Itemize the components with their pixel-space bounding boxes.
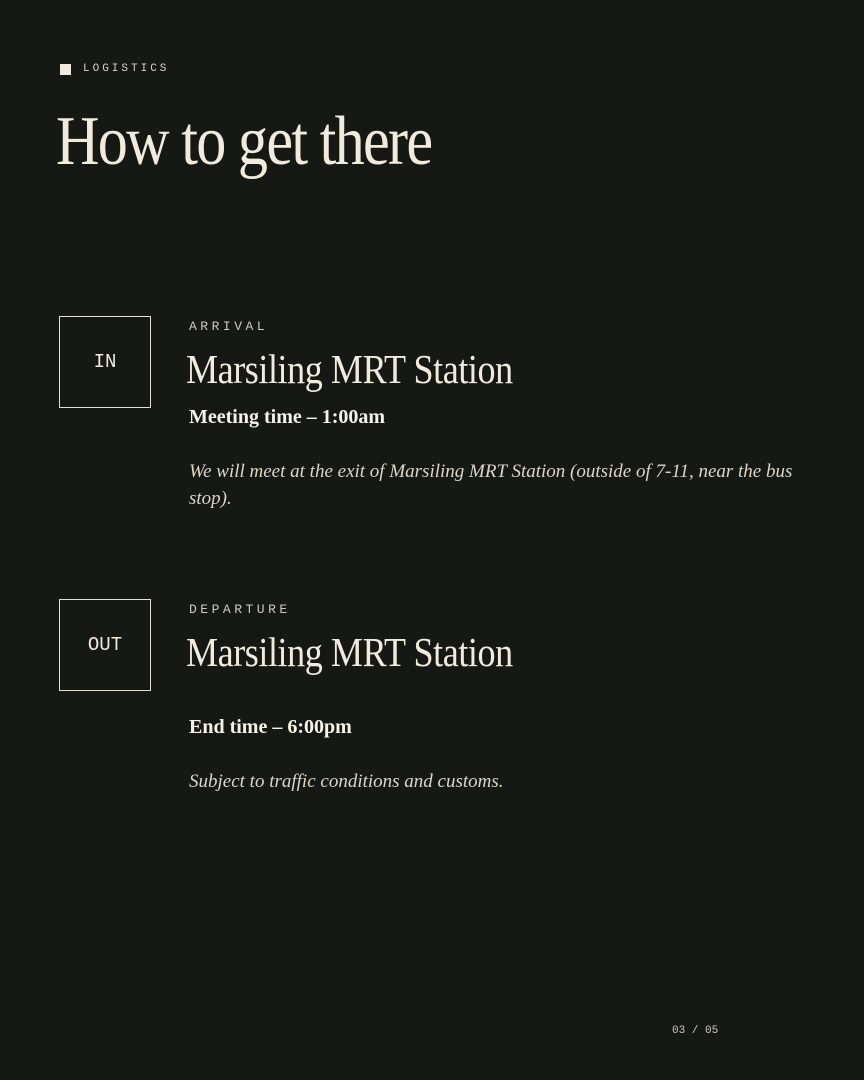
arrival-station: Marsiling MRT Station: [186, 346, 513, 392]
departure-kicker: DEPARTURE: [189, 602, 291, 617]
square-bullet-icon: [60, 64, 71, 75]
section-label: LOGISTICS: [83, 63, 170, 75]
arrival-kicker: ARRIVAL: [189, 319, 269, 334]
departure-time: End time – 6:00pm: [189, 716, 352, 738]
departure-station: Marsiling MRT Station: [186, 629, 513, 675]
departure-note: Subject to traffic conditions and customs.: [189, 771, 504, 792]
page-indicator: 03 / 05: [672, 1025, 719, 1037]
arrival-time: Meeting time – 1:00am: [189, 406, 386, 428]
section-eyebrow: [60, 63, 169, 76]
departure-badge: OUT: [59, 599, 151, 691]
arrival-note: We will meet at the exit of Marsiling MRT Station (outside of 7-11, near the bus stop).: [189, 461, 793, 509]
arrival-badge: IN: [59, 316, 151, 408]
page-title: How to get there: [56, 103, 432, 180]
